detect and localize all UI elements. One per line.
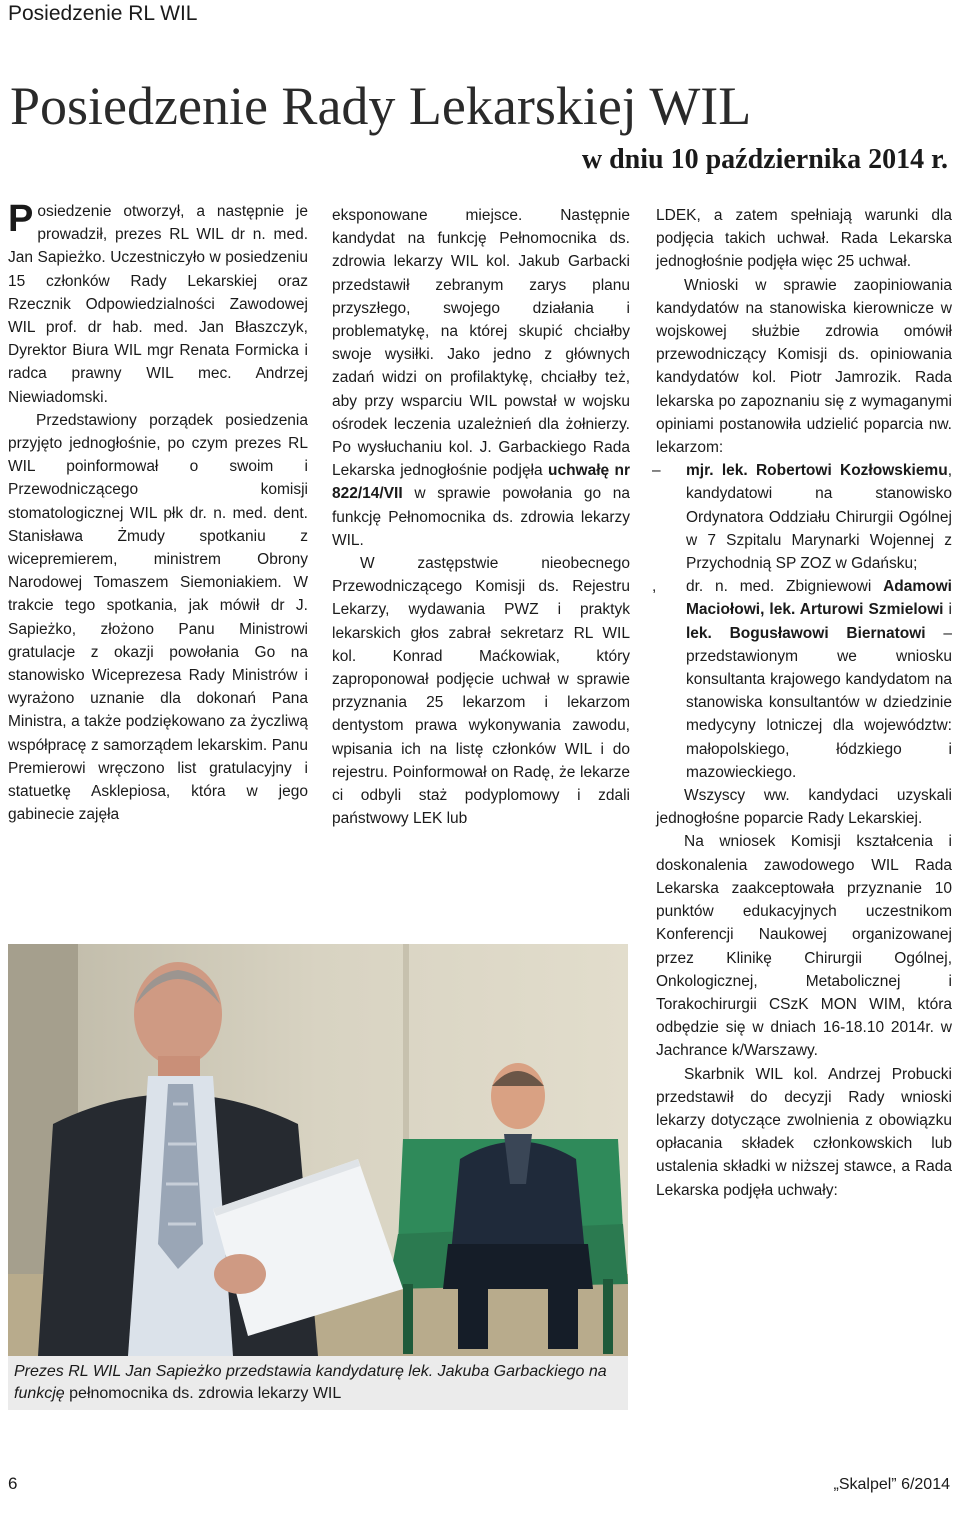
page-number: 6 (8, 1474, 18, 1493)
drop-cap: P (8, 198, 34, 240)
list-item (652, 575, 952, 784)
paragraph-text: dr. n. med. Zbigniewowi (686, 578, 884, 596)
photo-caption (8, 1356, 628, 1410)
paragraph-text: – przedstawionym we wniosku konsultanta krajowego kandydatom na stanowiska konsultantów w dziedzinie medycyny lotniczej dla województw: małopolskiego, łódzkiego i mazowieckiego. (686, 624, 952, 781)
meeting-photo (8, 944, 628, 1356)
doctor-name: Adamowi Maciołowi, lek. Arturowi Szmielowi (686, 578, 952, 619)
resolution-number: uchwałę nr 822/14/VII (332, 462, 630, 503)
doctor-name: mjr. lek. Robertowi Kozłowskiemu (686, 462, 948, 480)
list-bullet: , (652, 578, 657, 596)
article-column-2 (332, 204, 630, 830)
caption-italic-text: Prezes RL WIL Jan Sapieżko przedstawia kandydaturę lek. Jakuba Garbackiego na funkcję (14, 1363, 607, 1402)
section-tag: Posiedzenie RL WIL (8, 2, 198, 25)
paragraph: Wnioski w sprawie zaopiniowania kandydatów na stanowiska kierownicze w wojskowej służbie zdrowia omówił przewodniczący Komisji ds. opiniowania kandydatów kol. Piotr Jamrozik. Rada lekarska po zapoznaniu się z wymaganymi opiniami postanowiła udzielić poparcia nw. lekarzom: (656, 276, 952, 457)
caption-text: pełnomocnika ds. zdrowia lekarzy WIL (64, 1385, 342, 1402)
paragraph (8, 200, 308, 409)
article-date: w dniu 10 października 2014 r. (581, 144, 948, 175)
article-column-3 (652, 204, 952, 1202)
paragraph: Skarbnik WIL kol. Andrzej Probucki przedstawił do decyzji Rady wnioski lekarzy dotyczące zwolnienia z obowiązku opłacania składek członkowskich lub ustalenia składki w niższej stawce, a Rada Lekarska podjęła uchwały: (656, 1065, 952, 1199)
paragraph-text: , kandydatowi na stanowisko Ordynatora Oddziału Chirurgii Ogólnej w 7 Szpitalu Marynarki Wojennej z Przychodnią SP ZOZ w Gdańsku; (686, 462, 952, 573)
list-item (652, 459, 952, 575)
paragraph-text: eksponowane miejsce. Następnie kandydat na funkcję Pełnomocnika ds. zdrowia lekarzy WIL kol. Jakub Garbacki przedstawił zebranym zarys planu przyszłego, swojego działania i problematykę, na której skupić chciałby swoje wysiłki. Jako jedno z głównych zadań widzi on profilaktykę, chciałby też, aby przy wsparciu WIL powstał w wojsku ośrodek leczenia uzależnień dla żołnierzy. Po wysłuchaniu kol. J. Garbackiego Rada Lekarska jednogłośnie podjęła (332, 207, 630, 480)
paragraph-text: i (943, 601, 952, 619)
paragraph-text: w sprawie powołania go na funkcję Pełnomocnika ds. zdrowia lekarzy WIL. (332, 485, 630, 549)
issue-label: „Skalpel” 6/2014 (833, 1476, 950, 1493)
list-bullet: – (652, 462, 661, 480)
paragraph: Na wniosek Komisji kształcenia i doskonalenia zawodowego WIL Rada Lekarska zaakceptowała przyznanie 10 punktów edukacyjnych uczestnikom Konferencji Naukowej organizowanej przez Klinikę Chirurgii Ogólnej, Onkologicznej, Metabolicznej i Torakochirurgii CSzK MON WIM, która odbędzie się w dniach 16-18.10 2014r. w Jachrance k/Warszawy. (656, 833, 952, 1060)
paragraph-text: osiedzenie otworzył, a następnie je prowadził, prezes RL WIL dr n. med. Jan Sapieżko. Uczestniczyło w posiedzeniu 15 członków Rady Lekarskiej oraz Rzecznik Odpowiedzialności Zawodowej WIL prof. dr hab. med. Jan Błaszczyk, Dyrektor Biura WIL mgr Renata Formicka i radca prawny WIL mec. Andrzej Niewiadomski. (8, 203, 308, 406)
paragraph: Wszyscy ww. kandydaci uzyskali jednogłośne poparcie Rady Lekarskiej. (656, 787, 952, 828)
paragraph: Przedstawiony porządek posiedzenia przyjęto jednogłośnie, po czym prezes RL WIL poinformował o swoim i Przewodniczącego komisji stomatologicznej WIL płk dr. n. med. dent. Stanisława Żmudy spotkaniu z wicepremierem, ministrem Obrony Narodowej Tomaszem Siemoniakiem. W trakcie tego spotkania, jak mówił dr J. Sapieżko, złożono Panu Ministrowi gratulacje z okazji powołania Go na stanowisko Wiceprezesa Rady Ministrów i wyrażono uznanie dla dokonań Pana Ministra, a także podziękowano za życzliwą współpracę z samorządem lekarskim. Panu Premierowi wręczono list gratulacyjny i statuetkę Asklepiosa, która w jego gabinecie zajęła (8, 411, 308, 824)
article-column-1 (8, 200, 308, 826)
paragraph: LDEK, a zatem spełniają warunki dla podjęcia takich uchwał. Rada Lekarska jednogłośnie podjęła więc 25 uchwał. (656, 207, 952, 271)
article-title: Posiedzenie Rady Lekarskiej WIL (10, 76, 752, 136)
meeting-photo-illustration (8, 944, 628, 1356)
paragraph: W zastępstwie nieobecnego Przewodniczącego Komisji ds. Rejestru Lekarzy, wydawania PWZ i praktyk lekarskich głos zabrał sekretarz RL WIL kol. Konrad Maćkowiak, który zaproponował podjęcie uchwał w sprawie przyznania 25 lekarzom i lekarzom dentystom prawa wykonywania zawodu, wpisania ich na listę członków WIL i do rejestru. Poinformował on Radę, że lekarze ci odbyli staż podyplomowy i zdali państwowy LEK lub (332, 555, 630, 828)
doctor-name: lek. Bogusławowi Biernatowi (686, 624, 926, 642)
paragraph (332, 204, 630, 552)
